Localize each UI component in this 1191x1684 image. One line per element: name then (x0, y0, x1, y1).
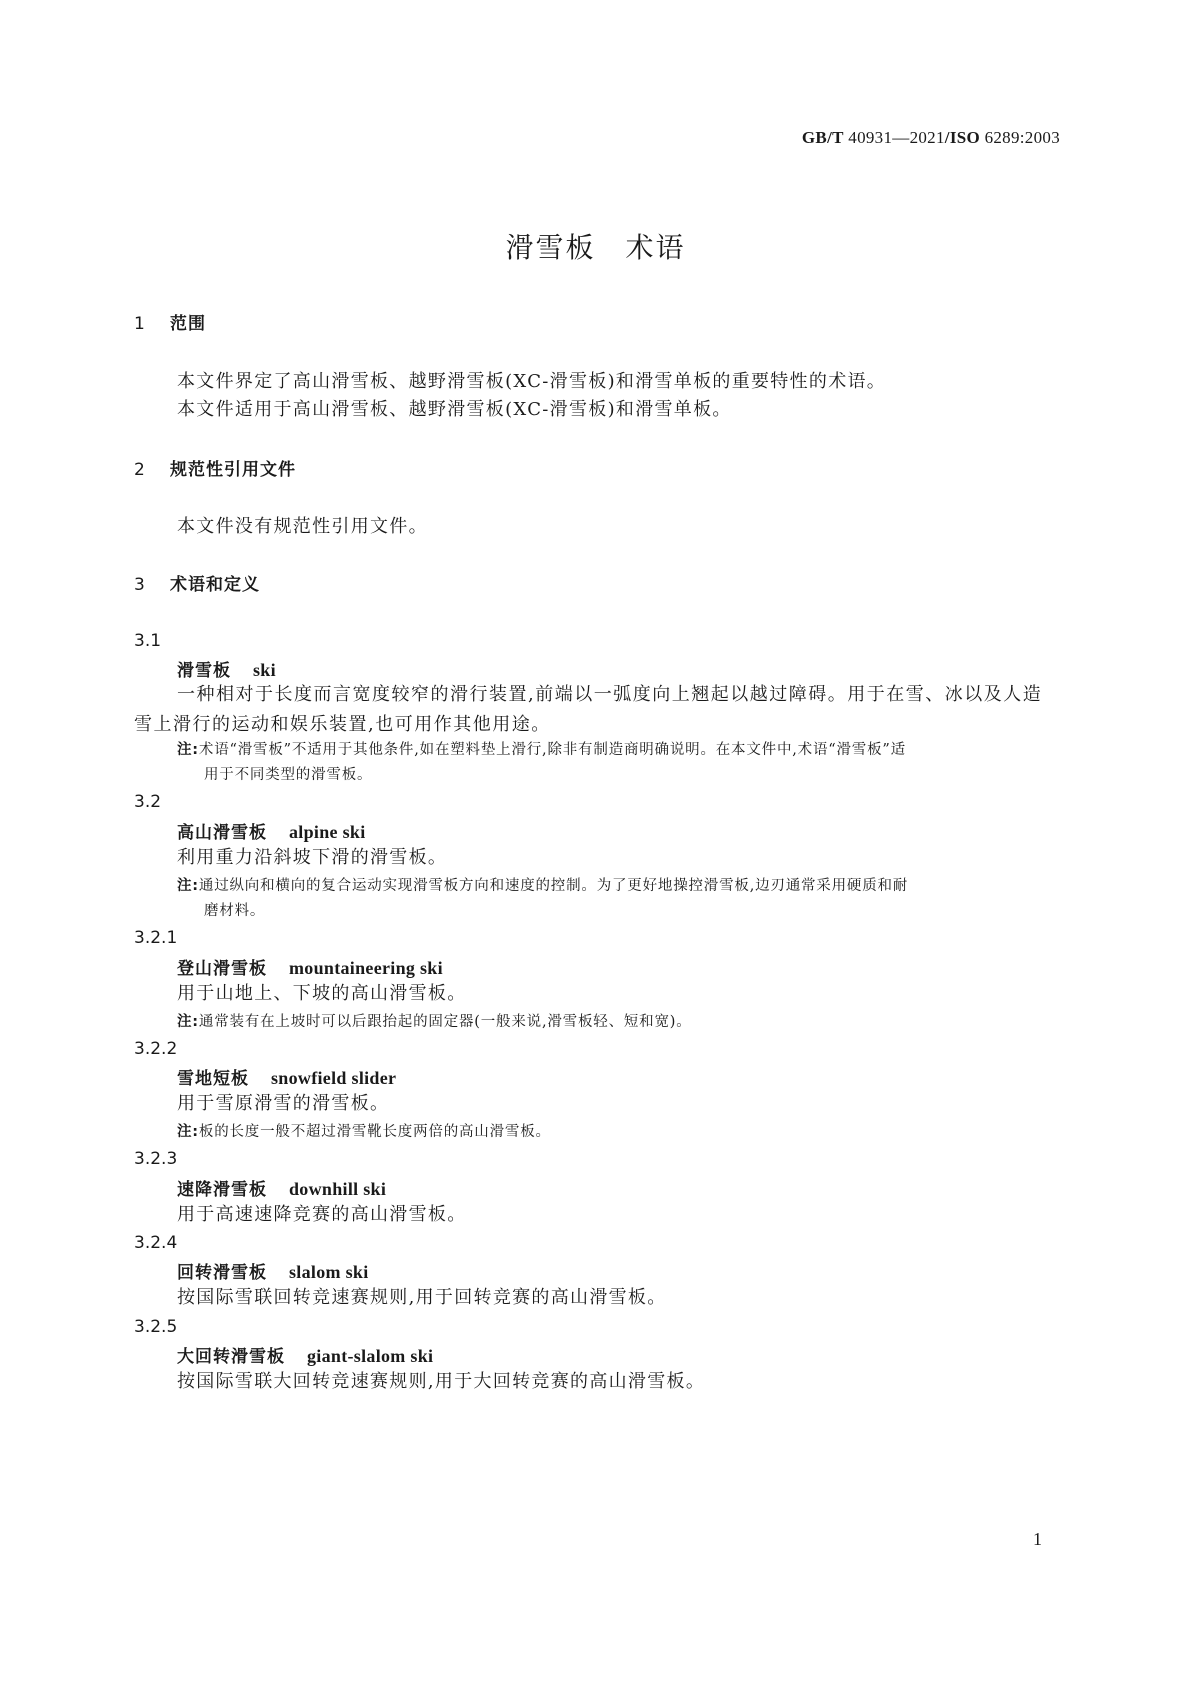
normative-paragraph: 本文件没有规范性引用文件。 (177, 516, 428, 537)
term-en: giant-slalom ski (307, 1346, 434, 1366)
entry-number: 3.2.5 (134, 1317, 178, 1337)
page-number: 1 (1033, 1529, 1042, 1549)
term-zh: 回转滑雪板 (177, 1263, 267, 1283)
note-text-line-2: 用于不同类型的滑雪板。 (204, 767, 373, 783)
term-en: slalom ski (289, 1262, 369, 1282)
entry-note (177, 1010, 1060, 1035)
note-text-line-1: 通过纵向和横向的复合运动实现滑雪板方向和速度的控制。为了更好地操控滑雪板,边刃通常采用硬质和耐 (198, 878, 909, 894)
term-en: downhill ski (289, 1179, 387, 1199)
entry-number: 3.1 (134, 631, 162, 651)
entry-term (177, 818, 366, 843)
term-zh: 滑雪板 (177, 661, 231, 681)
note-text-line-1: 板的长度一般不超过滑雪靴长度两倍的高山滑雪板。 (198, 1124, 551, 1140)
standard-code-prefix: GB/T (801, 128, 844, 147)
note-text-line-1: 通常装有在上坡时可以后跟抬起的固定器(一般来说,滑雪板轻、短和宽)。 (198, 1014, 692, 1030)
standard-code-iso-number: 6289:2003 (980, 128, 1060, 147)
note-label: 注: (177, 1014, 199, 1030)
entry-term (177, 1064, 396, 1089)
term-en: alpine ski (289, 822, 366, 842)
entry-number: 3.2.2 (134, 1039, 178, 1059)
entry-note (177, 738, 1060, 788)
standard-code-gb-number: 40931—2021 (843, 128, 945, 147)
term-zh: 登山滑雪板 (177, 959, 267, 979)
entry-term (177, 1342, 433, 1367)
note-text-line-1: 术语“滑雪板”不适用于其他条件,如在塑料垫上滑行,除非有制造商明确说明。在本文件中,术语“滑雪板”适 (198, 742, 906, 758)
section-title: 术语和定义 (170, 575, 260, 595)
entry-term (177, 954, 443, 979)
section-heading-normative (134, 455, 296, 480)
section-title: 规范性引用文件 (170, 460, 296, 480)
entry-definition: 用于雪原滑雪的滑雪板。 (177, 1093, 390, 1114)
entry-definition: 一种相对于长度而言宽度较窄的滑行装置,前端以一弧度向上翘起以越过障碍。用于在雪、冰以及人造雪上滑行的运动和娱乐装置,也可用作其他用途。 (134, 684, 1043, 735)
entry-definition: 按国际雪联大回转竞速赛规则,用于大回转竞赛的高山滑雪板。 (177, 1371, 706, 1392)
section-heading-scope (134, 309, 206, 334)
scope-paragraph-2: 本文件适用于高山滑雪板、越野滑雪板(XC-滑雪板)和滑雪单板。 (177, 399, 732, 420)
entry-definition: 用于山地上、下坡的高山滑雪板。 (177, 983, 467, 1004)
entry-number: 3.2 (134, 792, 162, 812)
entry-number: 3.2.3 (134, 1149, 178, 1169)
term-en: ski (253, 660, 276, 680)
standard-code (802, 128, 1060, 148)
entry-definition: 按国际雪联回转竞速赛规则,用于回转竞赛的高山滑雪板。 (177, 1287, 667, 1308)
term-en: snowfield slider (271, 1068, 397, 1088)
entry-term (177, 1258, 369, 1283)
section-number: 2 (134, 460, 146, 480)
section-number: 1 (134, 314, 146, 334)
entry-number: 3.2.1 (134, 928, 178, 948)
entry-note (177, 1120, 1060, 1145)
section-heading-terms (134, 570, 260, 595)
term-zh: 速降滑雪板 (177, 1180, 267, 1200)
note-text-line-2: 磨材料。 (204, 903, 266, 919)
entry-note (177, 874, 1060, 924)
section-number: 3 (134, 575, 146, 595)
note-label: 注: (177, 1124, 199, 1140)
entry-term (177, 1175, 386, 1200)
entry-number: 3.2.4 (134, 1233, 178, 1253)
note-label: 注: (177, 742, 199, 758)
term-zh: 雪地短板 (177, 1069, 249, 1089)
entry-definition: 利用重力沿斜坡下滑的滑雪板。 (177, 847, 448, 868)
document-title: 滑雪板 术语 (505, 231, 686, 264)
term-zh: 高山滑雪板 (177, 823, 267, 843)
term-en: mountaineering ski (289, 958, 443, 978)
entry-term (177, 656, 276, 681)
note-label: 注: (177, 878, 199, 894)
standard-code-iso-prefix: /ISO (944, 128, 981, 147)
term-zh: 大回转滑雪板 (177, 1347, 285, 1367)
section-title: 范围 (170, 314, 206, 334)
entry-definition: 用于高速速降竞赛的高山滑雪板。 (177, 1204, 467, 1225)
scope-paragraph-1: 本文件界定了高山滑雪板、越野滑雪板(XC-滑雪板)和滑雪单板的重要特性的术语。 (177, 371, 887, 392)
